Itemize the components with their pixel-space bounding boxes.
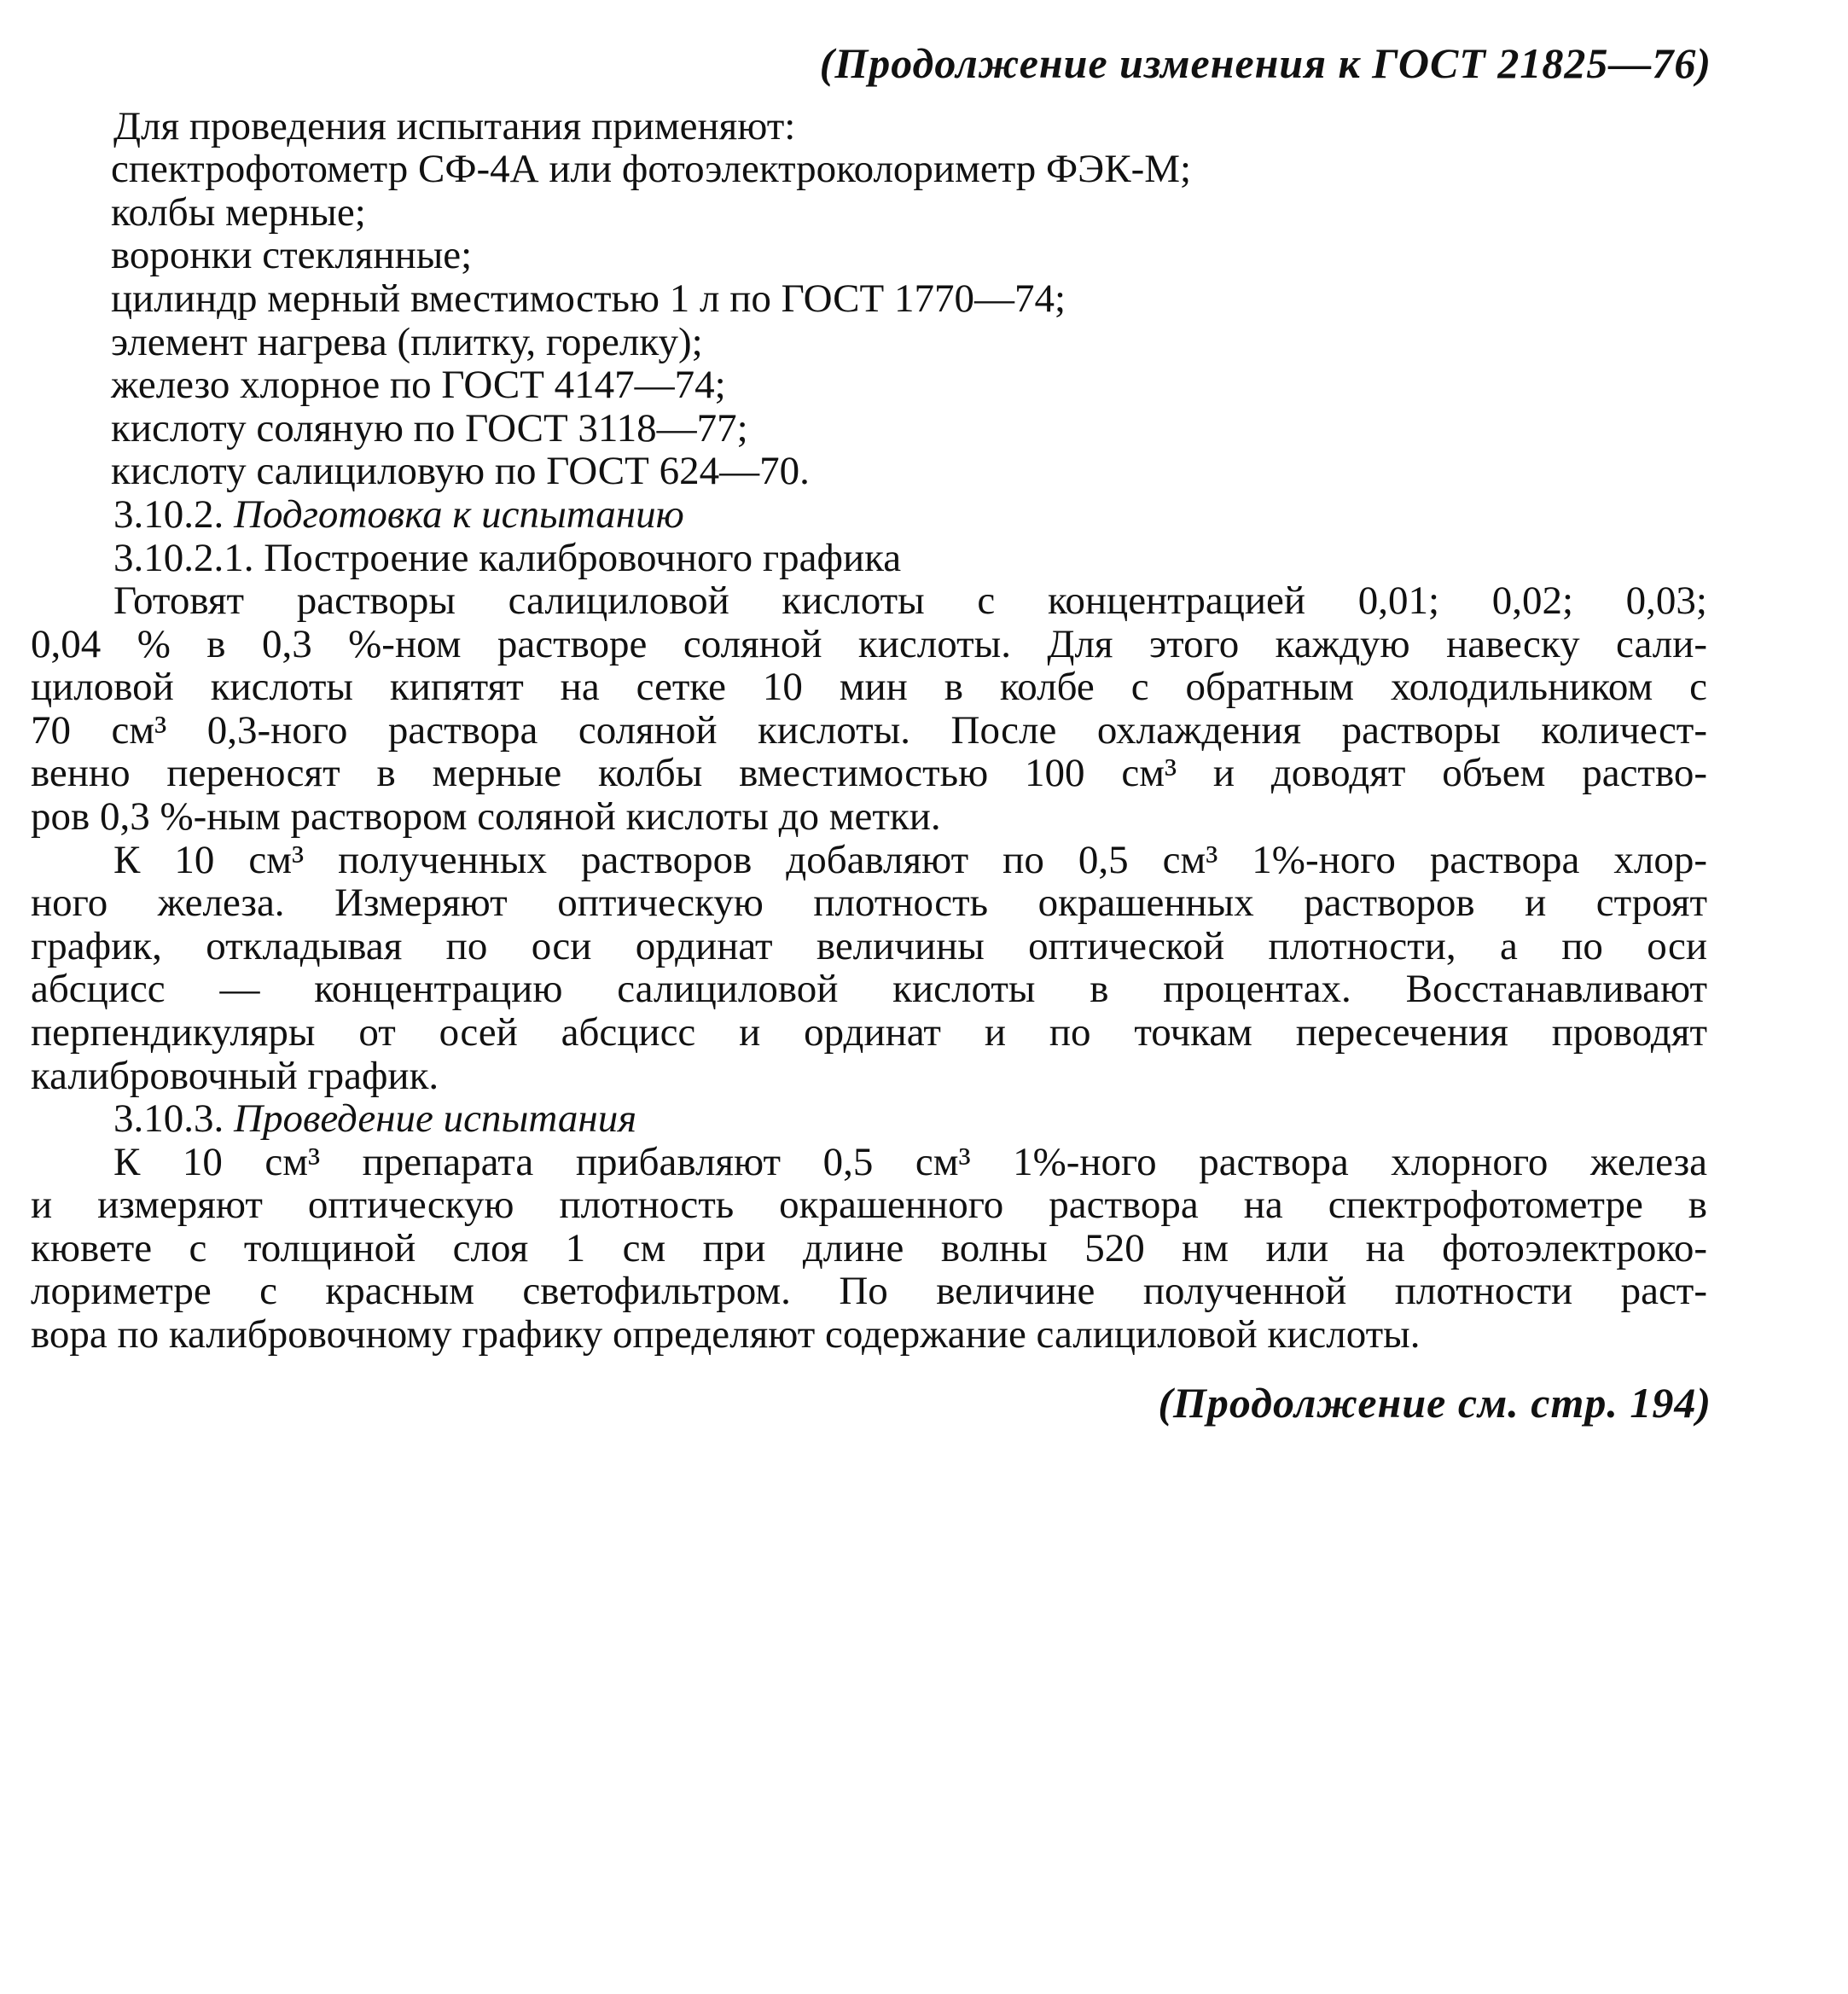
equipment-item: колбы мерные; xyxy=(111,190,366,235)
section-3-10-2-heading xyxy=(113,492,684,537)
equipment-item: элемент нагрева (плитку, горелку); xyxy=(111,320,703,364)
paragraph-line: кювете с толщиной слоя 1 см при длине волны 520 нм или на фотоэлектроко- xyxy=(31,1226,1707,1270)
paragraph-line: и измеряют оптическую плотность окрашенного раствора на спектрофотометре в xyxy=(31,1183,1707,1227)
paragraph-line: 0,04 % в 0,3 %-ном растворе соляной кислоты. Для этого каждую навеску сали- xyxy=(31,622,1707,666)
paragraph-line: калибровочный график. xyxy=(31,1054,439,1098)
equipment-intro: Для проведения испытания применяют: xyxy=(113,104,796,148)
equipment-item: кислоту салициловую по ГОСТ 624—70. xyxy=(111,449,810,493)
paragraph-line: 70 см³ 0,3-ного раствора соляной кислоты. После охлаждения растворы количест- xyxy=(31,708,1707,753)
equipment-item: цилиндр мерный вместимостью 1 л по ГОСТ 1770—74; xyxy=(111,276,1066,321)
section-3-10-3-heading xyxy=(113,1096,636,1141)
section-title: Подготовка к испытанию xyxy=(234,492,684,537)
section-title: Проведение испытания xyxy=(234,1096,637,1141)
equipment-item: спектрофотометр СФ-4А или фотоэлектроколориметр ФЭК-М; xyxy=(111,147,1192,191)
equipment-item: кислоту соляную по ГОСТ 3118—77; xyxy=(111,406,748,451)
paragraph-line: график, откладывая по оси ординат величины оптической плотности, а по оси xyxy=(31,924,1707,968)
page-header: (Продолжение изменения к ГОСТ 21825—76) xyxy=(819,39,1711,87)
section-3-10-2-1-heading: 3.10.2.1. Построение калибровочного графика xyxy=(113,536,902,580)
paragraph-line: перпендикуляры от осей абсцисс и ординат и по точкам пересечения проводят xyxy=(31,1010,1707,1055)
equipment-item: воронки стеклянные; xyxy=(111,233,473,277)
paragraph-line: циловой кислоты кипятят на сетке 10 мин в колбе с обратным холодильником с xyxy=(31,665,1707,709)
page-footer: (Продолжение см. стр. 194) xyxy=(1158,1379,1711,1427)
section-number: 3.10.3. xyxy=(113,1096,224,1141)
paragraph-line: венно переносят в мерные колбы вместимостью 100 см³ и доводят объем раство- xyxy=(31,751,1707,795)
paragraph-line: Готовят растворы салициловой кислоты с концентрацией 0,01; 0,02; 0,03; xyxy=(113,578,1707,623)
section-number: 3.10.2. xyxy=(113,492,224,537)
paragraph-line: вора по калибровочному графику определяют содержание салициловой кислоты. xyxy=(31,1312,1421,1357)
equipment-item: железо хлорное по ГОСТ 4147—74; xyxy=(111,363,726,407)
paragraph-line: абсцисс — концентрацию салициловой кислоты в процентах. Восстанавливают xyxy=(31,967,1707,1011)
paragraph-line: К 10 см³ препарата прибавляют 0,5 см³ 1%-ного раствора хлорного железа xyxy=(113,1140,1707,1184)
paragraph-line: ров 0,3 %-ным раствором соляной кислоты до метки. xyxy=(31,794,941,839)
paragraph-line: ного железа. Измеряют оптическую плотность окрашенных растворов и строят xyxy=(31,881,1707,925)
paragraph-line: лориметре с красным светофильтром. По величине полученной плотности раст- xyxy=(31,1269,1707,1313)
paragraph-line: К 10 см³ полученных растворов добавляют по 0,5 см³ 1%-ного раствора хлор- xyxy=(113,838,1707,882)
